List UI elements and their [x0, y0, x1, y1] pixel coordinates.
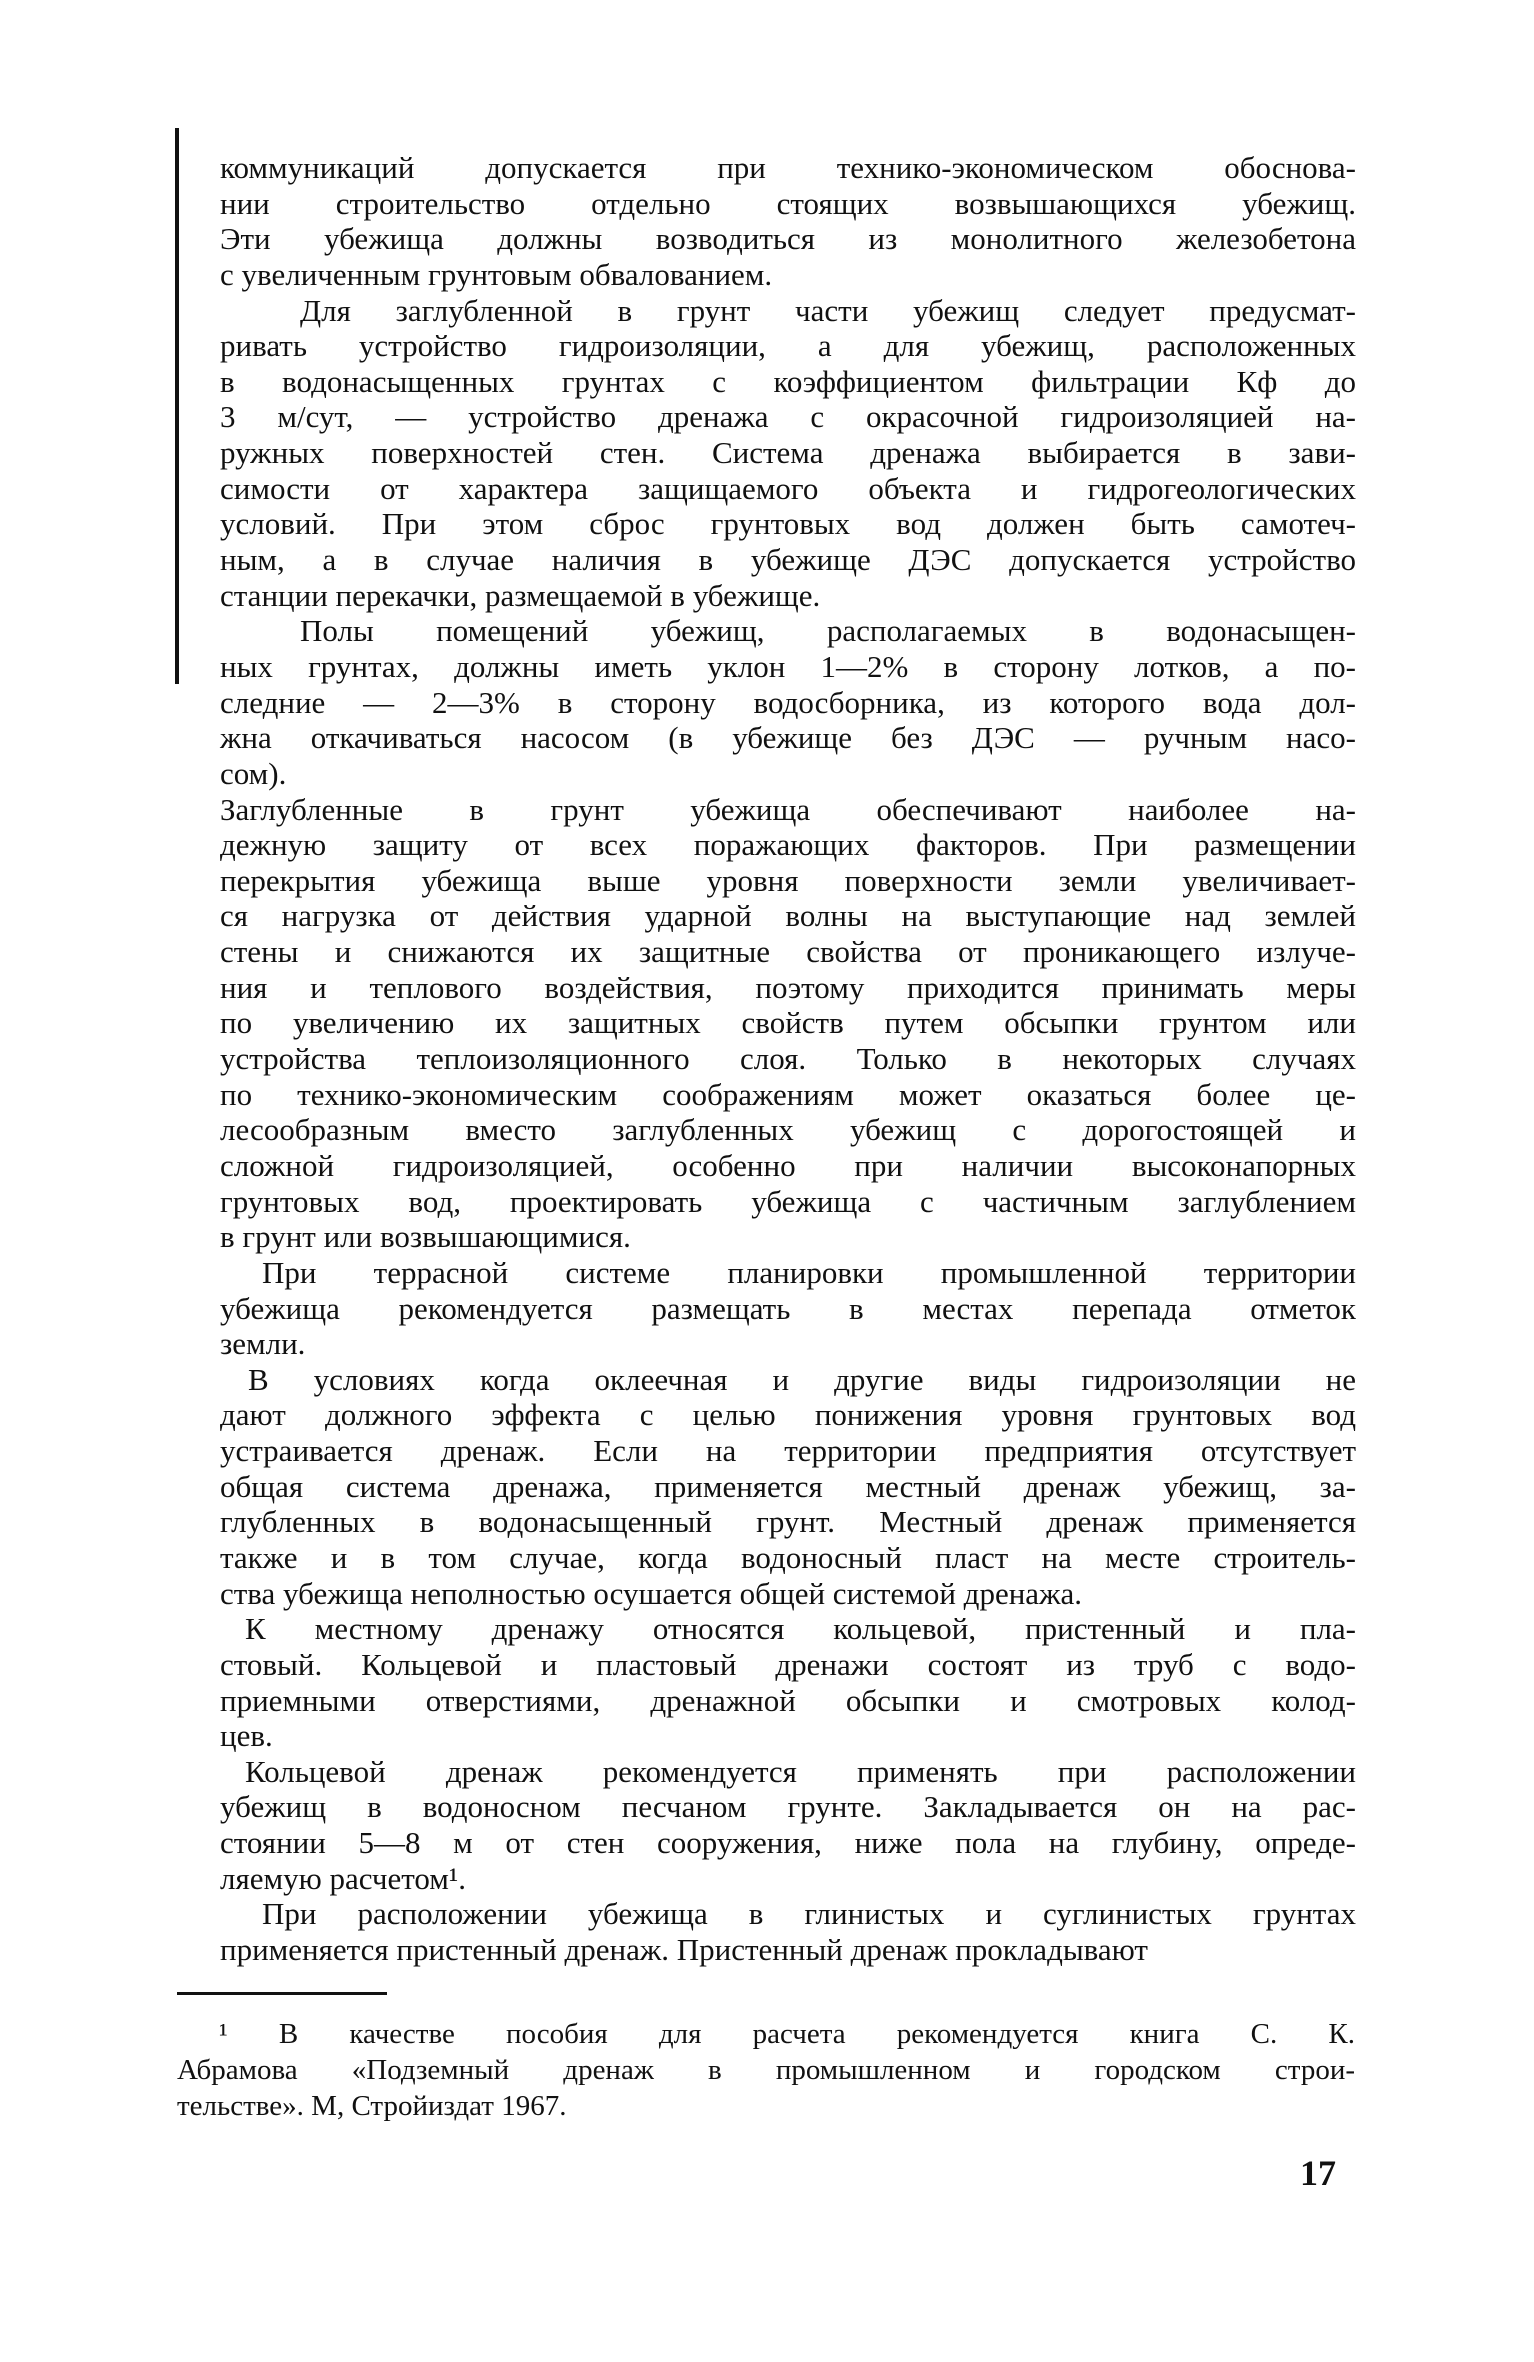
paragraph — [220, 293, 1356, 614]
text-line: ным, а в случае наличия в убежище ДЭС допускается устройство — [220, 542, 1356, 578]
text-line: убежища рекомендуется размещать в местах перепада отметок — [220, 1290, 1356, 1326]
text-line: ривать устройство гидроизоляции, а для убежищ, расположенных — [220, 328, 1356, 364]
footnote-line: ¹ В качестве пособия для расчета рекомендуется книга С. К. — [219, 2018, 1355, 2050]
text-line: стовый. Кольцевой и пластовый дренажи состоят из труб с водо- — [220, 1646, 1356, 1682]
text-line: глубленных в водонасыщенный грунт. Местный дренаж применяется — [220, 1504, 1356, 1540]
paragraph — [220, 1896, 1356, 1967]
footnote-separator — [177, 1992, 387, 1995]
text-line: дежную защиту от всех поражающих факторов. При размещении — [220, 827, 1356, 863]
text-line: применяется пристенный дренаж. Пристенный дренаж прокладывают — [220, 1932, 1148, 1968]
text-line: жна откачиваться насосом (в убежище без ДЭС — ручным насо- — [220, 720, 1356, 756]
text-line: При террасной системе планировки промышленной территории — [262, 1254, 1356, 1290]
text-line: с увеличенным грунтовым обвалованием. — [220, 256, 773, 292]
text-line: При расположении убежища в глинистых и суглинистых грунтах — [262, 1896, 1356, 1932]
text-line: общая система дренажа, применяется местный дренаж убежищ, за- — [220, 1468, 1356, 1504]
text-line: также и в том случае, когда водоносный пласт на месте строитель- — [220, 1539, 1356, 1575]
text-line: земли. — [220, 1326, 306, 1362]
text-line: сложной гидроизоляцией, особенно при наличии высоконапорных — [220, 1147, 1356, 1183]
text-line: перекрытия убежища выше уровня поверхности земли увеличивает- — [220, 862, 1356, 898]
text-line: лесообразным вместо заглубленных убежищ с дорогостоящей и — [220, 1112, 1356, 1148]
paragraph — [220, 792, 1356, 1255]
margin-change-bar — [175, 128, 179, 684]
paragraph — [220, 613, 1356, 791]
footnote-line: тельстве». М, Стройиздат 1967. — [177, 2090, 567, 2122]
text-line: ружных поверхностей стен. Система дренажа выбирается в зави- — [220, 435, 1356, 471]
text-line: Заглубленные в грунт убежища обеспечивают наиболее на- — [220, 791, 1356, 827]
text-line: ства убежища неполностью осушается общей системой дренажа. — [220, 1575, 1082, 1611]
paragraph — [220, 1611, 1356, 1754]
paragraph — [220, 1362, 1356, 1611]
text-line: ных грунтах, должны иметь уклон 1—2% в сторону лотков, а по- — [220, 648, 1356, 684]
text-line: приемными отверстиями, дренажной обсыпки и смотровых колод- — [220, 1682, 1356, 1718]
text-line: станции перекачки, размещаемой в убежище. — [220, 577, 821, 613]
paragraph — [220, 1754, 1356, 1897]
text-line: следние — 2—3% в сторону водосборника, из которого вода дол- — [220, 684, 1356, 720]
paragraph — [220, 150, 1356, 293]
text-line: ся нагрузка от действия ударной волны на выступающие над землей — [220, 898, 1356, 934]
text-line: сом). — [220, 755, 287, 791]
text-line: симости от характера защищаемого объекта и гидрогеологических — [220, 470, 1356, 506]
paragraph — [220, 1255, 1356, 1362]
text-line: убежищ в водоносном песчаном грунте. Закладывается он на рас- — [220, 1789, 1356, 1825]
text-line: Полы помещений убежищ, располагаемых в водонасыщен- — [300, 613, 1356, 649]
text-line: в грунт или возвышающимися. — [220, 1219, 631, 1255]
body-text — [220, 150, 1356, 1968]
text-line: цев. — [220, 1718, 273, 1754]
footnote-line: Абрамова «Подземный дренаж в промышленном и городском строи- — [177, 2054, 1355, 2086]
text-line: стоянии 5—8 м от стен сооружения, ниже пола на глубину, опреде- — [220, 1825, 1356, 1861]
text-line: Эти убежища должны возводиться из монолитного железобетона — [220, 221, 1356, 257]
text-line: Для заглубленной в грунт части убежищ следует предусмат- — [300, 292, 1356, 328]
text-line: по увеличению их защитных свойств путем обсыпки грунтом или — [220, 1005, 1356, 1041]
footnote — [177, 2016, 1355, 2124]
text-line: грунтовых вод, проектировать убежища с частичным заглублением — [220, 1183, 1356, 1219]
text-line: дают должного эффекта с целью понижения уровня грунтовых вод — [220, 1397, 1356, 1433]
text-line: условий. При этом сброс грунтовых вод должен быть самотеч- — [220, 506, 1356, 542]
text-line: ляемую расчетом¹. — [220, 1860, 466, 1896]
text-line: Кольцевой дренаж рекомендуется применять при расположении — [245, 1753, 1356, 1789]
text-line: устройства теплоизоляционного слоя. Только в некоторых случаях — [220, 1041, 1356, 1077]
text-line: коммуникаций допускается при технико-экономическом обоснова- — [220, 150, 1356, 185]
text-line: нии строительство отдельно стоящих возвышающихся убежищ. — [220, 185, 1356, 221]
text-line: ния и теплового воздействия, поэтому приходится принимать меры — [220, 969, 1356, 1005]
text-line: К местному дренажу относятся кольцевой, пристенный и пла- — [245, 1611, 1356, 1647]
text-line: по технико-экономическим соображениям может оказаться более це- — [220, 1076, 1356, 1112]
page-number: 17 — [1300, 2153, 1336, 2193]
text-line: В условиях когда оклеечная и другие виды гидроизоляции не — [248, 1361, 1356, 1397]
text-line: стены и снижаются их защитные свойства от проникающего излуче- — [220, 934, 1356, 970]
text-line: 3 м/сут, — устройство дренажа с окрасочной гидроизоляцией на- — [220, 399, 1356, 435]
text-line: в водонасыщенных грунтах с коэффициентом фильтрации Кф до — [220, 363, 1356, 399]
text-line: устраивается дренаж. Если на территории предприятия отсутствует — [220, 1433, 1356, 1469]
